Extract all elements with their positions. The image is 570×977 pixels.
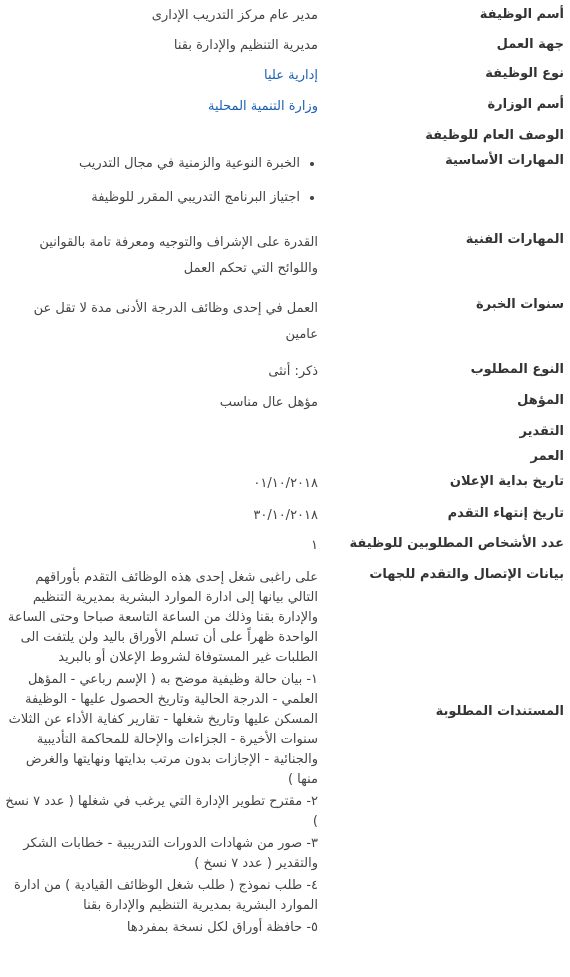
label-grade: التقدير	[519, 424, 564, 439]
value-contact: على راغبى شغل إحدى هذه الوظائف التقدم بأوراقهم التالي بيانها إلى ادارة الموارد البشرية بمديرية التنظيم والإدارة بقنا وذلك من الساعة التاسعة صباحا وحتى الساعة الواحدة ظهراً على أن تسلم الأوراق باليد ولن يلتفت الى الطلبات غير المستوفاة لشروط الإعلان أو بالبريد	[7, 570, 318, 665]
label-employer: جهة العمل	[496, 37, 564, 52]
value-technical-skills: القدرة على الإشراف والتوجيه ومعرفة تامة بالقوانين واللوائح التي تحكم العمل	[39, 235, 318, 276]
value-qualification: مؤهل عال مناسب	[219, 395, 318, 410]
value-gender: ذكر: أنثى	[268, 364, 318, 379]
value-job-type-link[interactable]: إدارية عليا	[264, 68, 318, 83]
value-ministry-link[interactable]: وزارة التنمية المحلية	[207, 99, 318, 114]
label-basic-skills: المهارات الأساسية	[445, 153, 564, 168]
value-job-name: مدير عام مركز التدريب الإدارى	[151, 8, 318, 23]
value-start-date: ٠١/١٠/٢٠١٨	[253, 476, 318, 491]
contact-and-documents	[3, 568, 318, 940]
label-end-date: تاريخ إنتهاء التقدم	[447, 506, 564, 521]
basic-skills-list	[8, 147, 318, 215]
label-technical-skills: المهارات الفنية	[465, 232, 564, 247]
document-item: ٤- طلب نموذج ( طلب شغل الوظائف القيادية ) من ادارة الموارد البشرية بمديرية التنظيم والإدارة بقنا	[13, 878, 318, 913]
label-contact: بيانات الإتصال والتقدم للجهات	[369, 567, 564, 582]
value-experience-years: العمل في إحدى وظائف الدرجة الأدنى مدة لا تقل عن عامين	[33, 301, 318, 342]
label-ministry: أسم الوزارة	[487, 97, 564, 112]
value-required-count: ١	[311, 538, 318, 553]
document-item: ٢- مقترح تطوير الإدارة التي يرغب في شغلها ( عدد ٧ نسخ )	[5, 794, 318, 829]
document-item: ١- بيان حالة وظيفية موضح به ( الإسم رباعي - المؤهل العلمي - الدرجة الحالية وتاريخ الحصول عليها - الوظيفة المسكن عليها وتاريخ شغلها - تقارير كفاية الأداء عن الثلاث سنوات الأخيرة - الجزاءات والإحالة للمحاكمة التأديبية والجنائية - الإجازات بدون مرتب بدايتها ونهايتها والغرض منها )	[8, 672, 318, 787]
document-item: ٥- حافظة أوراق لكل نسخة بمفردها	[126, 920, 318, 935]
label-required-count: عدد الأشخاص المطلوبين للوظيفة	[349, 536, 564, 551]
value-employer: مديرية التنظيم والإدارة بقنا	[173, 38, 318, 53]
list-item: • الخبرة النوعية والزمنية في مجال التدريب	[8, 147, 300, 181]
label-job-name: أسم الوظيفة	[479, 7, 564, 22]
label-gender: النوع المطلوب	[470, 362, 564, 377]
value-end-date: ٣٠/١٠/٢٠١٨	[253, 508, 318, 523]
list-item: • اجتياز البرنامج التدريبي المقرر للوظيفة	[8, 181, 300, 215]
label-experience-years: سنوات الخبرة	[475, 297, 564, 312]
label-qualification: المؤهل	[517, 393, 564, 408]
label-age: العمر	[530, 449, 564, 464]
document-item: ٣- صور من شهادات الدورات التدريبية - خطابات الشكر والتقدير ( عدد ٧ نسخ )	[23, 836, 318, 871]
label-documents: المستندات المطلوبة	[435, 704, 564, 719]
label-general-description: الوصف العام للوظيفة	[425, 128, 564, 143]
label-start-date: تاريخ بداية الإعلان	[449, 474, 564, 489]
label-job-type: نوع الوظيفة	[485, 66, 564, 81]
